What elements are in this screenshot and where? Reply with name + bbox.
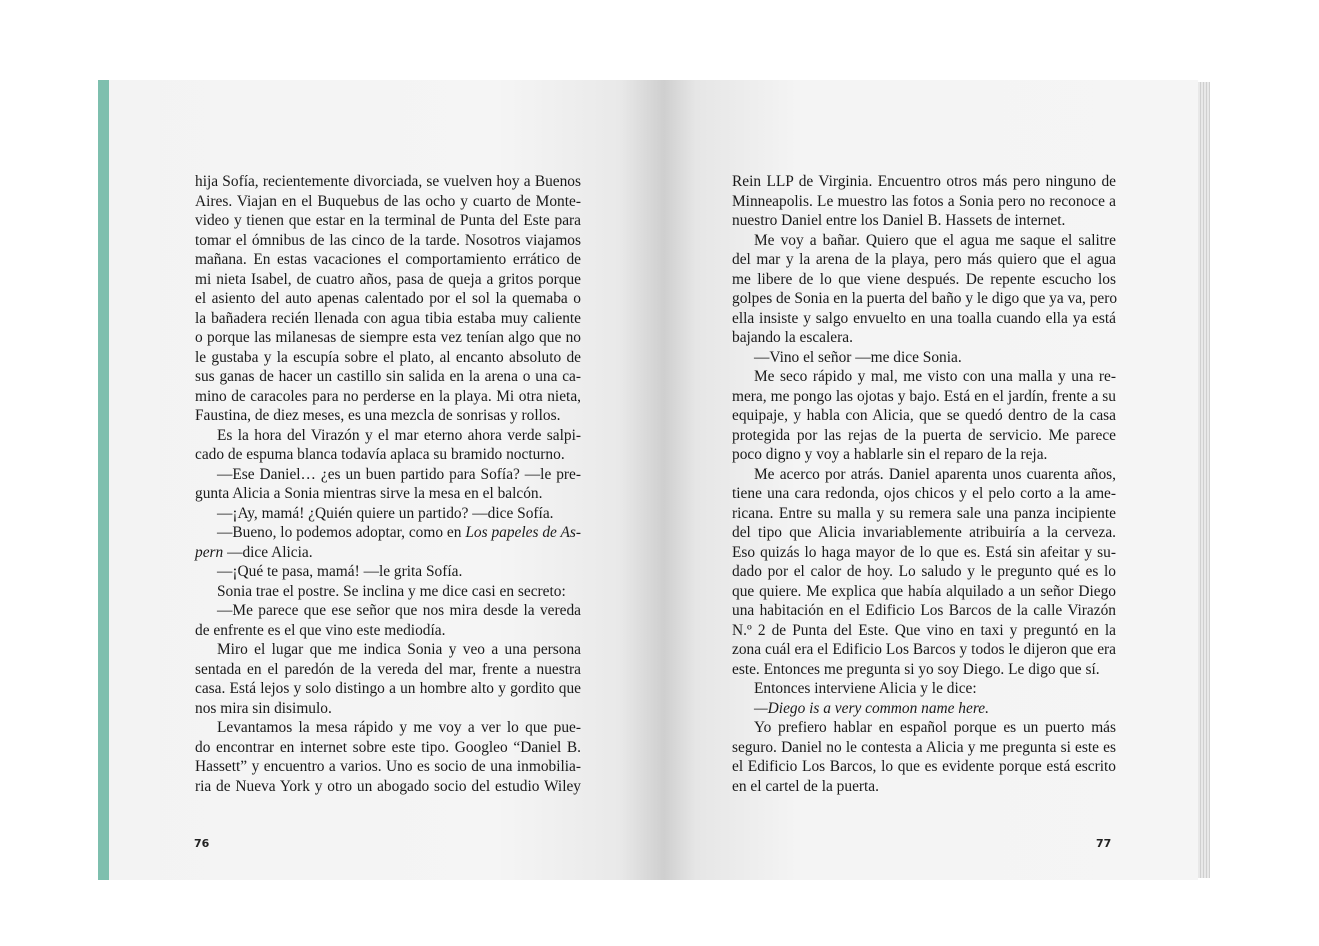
line-text: una habitación en el Edificio Los Barcos de la calle Virazón [732, 602, 1116, 619]
text-line [732, 699, 1116, 719]
line-text: Me acerco por atrás. Daniel aparenta unos cuarenta años, [754, 465, 1116, 483]
text-line [732, 679, 1116, 699]
line-text: del mar y la arena de la playa, pero más quiero que el agua [732, 251, 1116, 268]
line-text: casa. Está lejos y solo distingo a un hombre alto y gordito que [195, 680, 581, 697]
line-italic-text: Los papeles de As- [465, 524, 581, 541]
line-text: Hassett” y encuentro a varios. Uno es socio de una inmobilia- [195, 758, 581, 775]
text-line [195, 621, 581, 641]
text-line [195, 426, 581, 446]
line-text: mino de caracoles para no perderse en la playa. Mi otra nieta, [195, 387, 581, 405]
text-line [732, 250, 1116, 270]
text-line [732, 621, 1116, 641]
line-text: me libere de lo que viene después. De repente escucho los [732, 270, 1116, 288]
right-page-number: 77 [1096, 837, 1112, 850]
line-text: el asiento del auto apenas calentado por el sol la quemaba o [195, 290, 581, 307]
left-page-text [195, 172, 581, 796]
line-text: gunta Alicia a Sonia mientras sirve la mesa en el balcón. [195, 485, 543, 502]
text-line [732, 562, 1116, 582]
line-text: cado de espuma blanca todavía aplaca su bramido nocturno. [195, 446, 565, 463]
text-line [732, 426, 1116, 446]
line-text: Minneapolis. Le muestro las fotos a Sonia pero no reconoce a [732, 192, 1116, 210]
text-line [732, 387, 1116, 407]
text-line [195, 367, 581, 387]
text-line [195, 484, 581, 504]
text-line [195, 348, 581, 368]
text-line [732, 757, 1116, 777]
line-text: —¡Qué te pasa, mamá! —le grita Sofía. [217, 563, 463, 580]
text-line [732, 309, 1116, 329]
text-line [732, 270, 1116, 290]
line-text: mera, me pongo las ojotas y bajo. Está en el jardín, frente a su [732, 387, 1116, 405]
line-text: mañana. En estas vacaciones el comportamiento errático de [195, 251, 581, 268]
text-line [195, 211, 581, 231]
text-line [195, 757, 581, 777]
line-text: video y tienen que estar en la terminal de Punta del Este para [195, 212, 581, 229]
line-text: —Vino el señor —me dice Sonia. [754, 348, 962, 366]
line-text: do encontrar en internet sobre este tipo. Googleo “Daniel B. [195, 738, 581, 756]
text-line [195, 504, 581, 524]
page-edges [1198, 82, 1210, 878]
line-text: dado por el calor de hoy. Lo saludo y le pregunto qué es lo [732, 563, 1116, 580]
text-line [195, 445, 581, 465]
text-line [732, 660, 1116, 680]
text-line [195, 523, 581, 543]
line-text: tiene una cara redonda, ojos chicos y el pelo corto a la ame- [732, 485, 1116, 502]
line-text: Levantamos la mesa rápido y me voy a ver lo que pue- [217, 719, 581, 736]
text-line [732, 348, 1116, 368]
text-line [195, 250, 581, 270]
line-text: Me seco rápido y mal, me visto con una malla y una re- [754, 368, 1116, 385]
text-line [195, 309, 581, 329]
line-text: el Edificio Los Barcos, lo que es evidente porque está escrito [732, 758, 1116, 775]
text-line [195, 777, 581, 797]
text-line [195, 289, 581, 309]
line-text: —dice Alicia. [223, 543, 313, 561]
text-line [732, 289, 1116, 309]
line-text: —Ese Daniel… ¿es un buen partido para Sofía? —le pre- [217, 465, 581, 483]
text-line [732, 484, 1116, 504]
line-text: N.º 2 de Punta del Este. Que vino en taxi y preguntó en la [732, 621, 1116, 639]
text-line [195, 660, 581, 680]
line-text: —Bueno, lo podemos adoptar, como en [217, 524, 466, 541]
line-text: —¡Ay, mamá! ¿Quién quiere un partido? —dice Sofía. [217, 504, 554, 522]
text-line [732, 445, 1116, 465]
line-text: ria de Nueva York y otro un abogado socio del estudio Wiley [195, 777, 581, 795]
text-line [195, 231, 581, 251]
line-text: ricana. Entre su malla y su remera sale una panza incipiente [732, 504, 1116, 522]
text-line [732, 718, 1116, 738]
text-line [195, 465, 581, 485]
text-line [732, 640, 1116, 660]
text-line [732, 504, 1116, 524]
line-text: en el cartel de la puerta. [732, 777, 879, 795]
right-page [664, 80, 1198, 880]
line-italic-text: —Diego is a very common name here. [754, 699, 989, 717]
line-text: protegida por las rejas de la puerta de servicio. Me parece [732, 426, 1116, 444]
line-text: que quiere. Me explica que había alquilado a un señor Diego [732, 582, 1116, 600]
line-text: equipaje, y habla con Alicia, que se quedó dentro de la casa [732, 407, 1116, 424]
line-text: la bañadera recién llenada con agua tibia estaba muy caliente [195, 309, 581, 327]
text-line [732, 738, 1116, 758]
line-text: hija Sofía, recientemente divorciada, se vuelven hoy a Buenos [195, 173, 581, 190]
text-line [732, 777, 1116, 797]
text-line [195, 270, 581, 290]
text-line [732, 523, 1116, 543]
text-line [195, 172, 581, 192]
text-line [732, 601, 1116, 621]
text-line [195, 640, 581, 660]
open-book [98, 80, 1210, 880]
line-text: tomar el ómnibus de las cinco de la tarde. Nosotros viajamos [195, 231, 581, 249]
line-text: Eso quizás lo haga mayor de lo que es. Está sin afeitar y su- [732, 543, 1116, 561]
text-line [195, 406, 581, 426]
text-line [195, 601, 581, 621]
line-text: de enfrente es el que vino este mediodía. [195, 621, 446, 639]
text-line [195, 718, 581, 738]
text-line [195, 543, 581, 563]
line-text: Es la hora del Virazón y el mar eterno ahora verde salpi- [217, 426, 581, 444]
text-line [732, 211, 1116, 231]
text-line [732, 192, 1116, 212]
text-line [732, 465, 1116, 485]
line-text: nos mira sin disimulo. [195, 699, 332, 717]
line-text: sentada en el paredón de la vereda del mar, frente a nuestra [195, 660, 581, 678]
line-text: Sonia trae el postre. Se inclina y me dice casi en secreto: [217, 582, 566, 600]
left-page-number: 76 [194, 837, 210, 850]
line-text: Faustina, de diez meses, es una mezcla de sonrisas y rollos. [195, 407, 561, 424]
text-line [195, 679, 581, 699]
text-line [732, 231, 1116, 251]
line-text: Me voy a bañar. Quiero que el agua me saque el salitre [754, 231, 1116, 249]
line-text: nuestro Daniel entre los Daniel B. Hassets de internet. [732, 212, 1066, 229]
text-line [732, 406, 1116, 426]
line-text: Entonces interviene Alicia y le dice: [754, 680, 977, 697]
line-text: del tipo que Alicia invariablemente atribuiría a la cerveza. [732, 524, 1116, 541]
text-line [732, 172, 1116, 192]
text-line [195, 192, 581, 212]
text-line [732, 328, 1116, 348]
text-line [195, 328, 581, 348]
line-text: zona cuál era el Edificio Los Barcos y todos le dijeron que era [732, 641, 1116, 658]
line-text: sus ganas de hacer un castillo sin salida en la arena o una ca- [195, 368, 581, 385]
line-text: —Me parece que ese señor que nos mira desde la vereda [217, 602, 581, 619]
line-text: poco digno y voy a hablarle sin el reparo de la reja. [732, 446, 1048, 463]
text-line [195, 582, 581, 602]
line-text: Miro el lugar que me indica Sonia y veo a una persona [217, 641, 581, 658]
line-text: mi nieta Isabel, de cuatro años, pasa de queja a gritos porque [195, 270, 581, 288]
text-line [732, 367, 1116, 387]
line-text: este. Entonces me pregunta si yo soy Diego. Le digo que sí. [732, 660, 1100, 678]
line-text: bajando la escalera. [732, 329, 853, 346]
text-line [195, 699, 581, 719]
left-page [98, 80, 664, 880]
line-text: seguro. Daniel no le contesta a Alicia y me pregunta si este es [732, 738, 1116, 756]
line-text: le gustaba y la escupía sobre el plato, al encanto absoluto de [195, 348, 581, 366]
line-text: Yo prefiero hablar en español porque es un puerto más [754, 719, 1116, 736]
text-line [195, 562, 581, 582]
text-line [195, 738, 581, 758]
right-page-text [732, 172, 1116, 796]
text-line [732, 582, 1116, 602]
line-text: o porque las milanesas de siempre esta vez tenían algo que no [195, 329, 581, 346]
line-text: Aires. Viajan en el Buquebus de las ocho y cuarto de Monte- [195, 192, 581, 210]
line-text: Rein LLP de Virginia. Encuentro otros más pero ninguno de [732, 173, 1116, 190]
text-line [195, 387, 581, 407]
text-line [732, 543, 1116, 563]
line-italic-text: pern [195, 543, 224, 561]
line-text: golpes de Sonia en la puerta del baño y le digo que ya va, pero [732, 290, 1118, 307]
line-text: ella insiste y salgo envuelto en una toalla cuando ella ya está [732, 309, 1116, 327]
